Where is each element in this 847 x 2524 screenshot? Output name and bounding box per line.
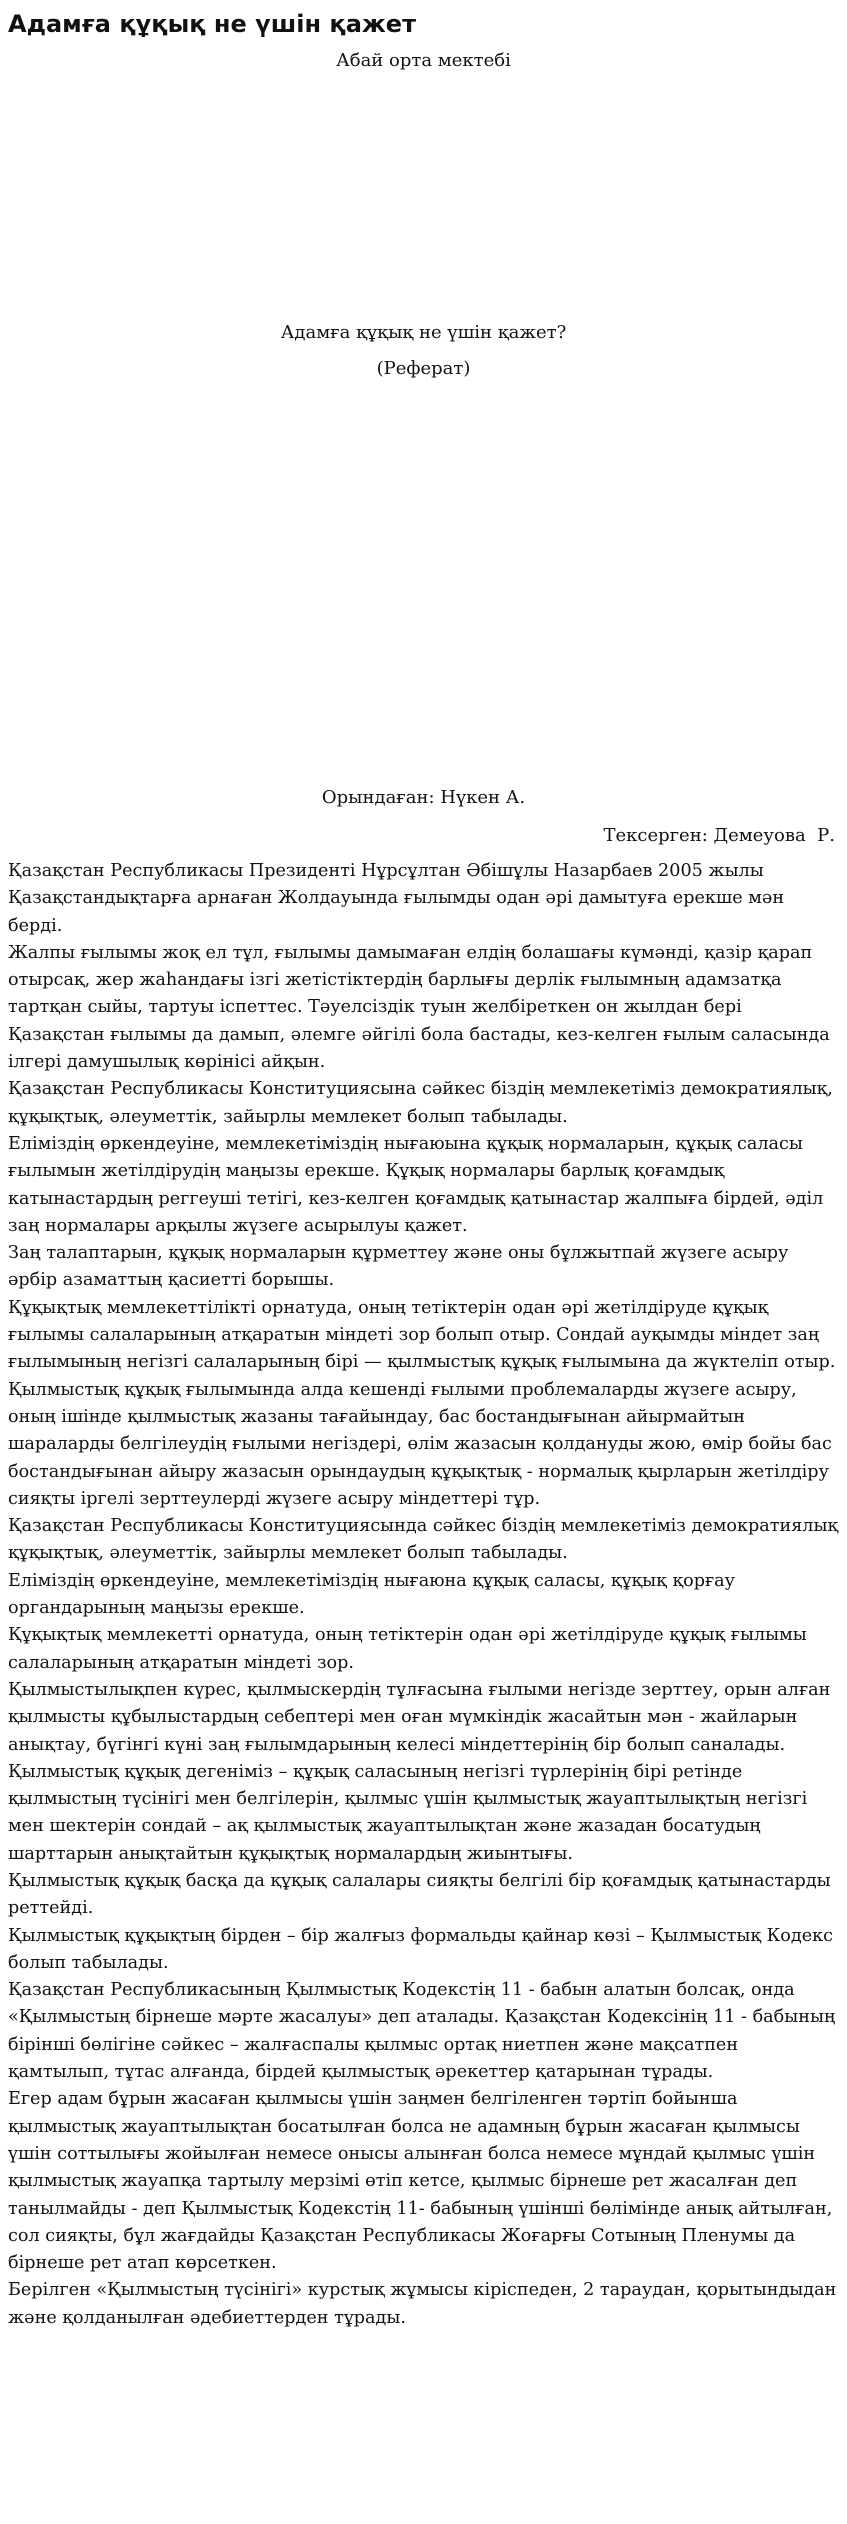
paragraph: Еліміздің өркендеуіне, мемлекетіміздің нығаюна құқық саласы, құқық қорғау органдарының маңызы ерекше. — [8, 1570, 736, 1619]
essay-title: Адамға құқық не үшін қажет? — [280, 322, 567, 343]
essay-genre: (Реферат) — [376, 358, 471, 379]
paragraph: Еліміздің өркендеуіне, мемлекетіміздің нығаюына құқық нормаларын, құқық саласы ғылымын жетілдірудің маңызы ерекше. Құқық нормалары барлық қоғамдық катынастардың реггеушi тетiгi, кез-келген қоғамдық қатынастар жалпыға бірдей, әділ заң нормалары арқылы жүзеге асырылуы қажет. — [8, 1133, 824, 1236]
paragraph: Берілген «Қылмыстың түсінігі» курстық жұмысы кіріспеден, 2 тараудан, қорытындыдан және қолданылған әдебиеттерден тұрады. — [8, 2280, 837, 2328]
paragraph: Қылмыстық құқық дегеніміз – құқық саласының негізгі түрлерінің бірі ретінде қылмыстың түсінігі мен белгілерін, қылмыс үшін қылмыстық жауаптылықтың негізгі мен шектерін сондай – ақ қылмыстық жауаптылықтан және жазадан босатудың шарттарын анықтайтын құқықтық нормалардың жиынтығы. — [8, 1761, 808, 1864]
school-name: Абай орта мектебі — [336, 50, 511, 71]
paragraph: Қазақстан Республикасының Қылмыстық Кодекстің 11 - бабын алатын болсақ, онда «Қылмыстың бірнеше мәрте жасалуы» деп аталады. Қазақстан Кодексінің 11 - бабының бірінші бөлігіне сәйкес – жалғаспалы қылмыс ортақ ниетпен және мақсатпен қамтылып, тұтас алғанда, бірдей қылмыстық әрекеттер қатарынан тұрады. — [8, 1980, 836, 2083]
paragraph: Заң талаптарын, құқық нормаларын құрметтеу және оны бұлжытпай жүзеге асыру әрбір азаматтың қасиетті борышы. — [8, 1243, 789, 1291]
paragraph: Қылмыстық құқық басқа да құқық салалары сияқты белгілі бір қоғамдық қатынастарды реттейді. — [8, 1870, 831, 1919]
paragraph: Қазақстан Республикасы Конституциясында сәйкес біздің мемлекетіміз демократиялық құқықтық, әлеуметтік, зайырлы мемлекет болып табылады. — [8, 1516, 839, 1564]
paragraph: Қазақстан Республикасы Президенті Нұрсұлтан Әбішұлы Назарбаев 2005 жылы Қазақстандықтарға арнаған Жолдауында ғылымды одан әрі дамытуға ерекше мән берді. — [8, 861, 785, 936]
body-text — [8, 858, 842, 2332]
paragraph: Жалпы ғылымы жоқ ел тұл, ғылымы дамымаған елдің болашағы күмәнді, қазір қарап отырсақ, жер жаһандағы ізгі жетістіктердің барлығы дерлік ғылымның адамзатқа тартқан сыйы, тартуы іспеттес. Тәуелсіздік туын желбіреткен он жылдан бері Қазақстан ғылымы да дамып, әлемге әйгілі бола бастады, кез-келген ғылым саласында ілгері дамушылық көрінісі айқын. — [8, 942, 830, 1073]
document-heading: Адамға құқық не үшін қажет — [8, 10, 416, 38]
reviewer-line: Тексерген: Демеуова Р. — [603, 825, 835, 846]
paragraph: Құқықтық мемлекетті орнатуда, оның тетіктерін одан әрі жетілдіруде құқық ғылымы салаларының атқаратын міндеті зор. — [8, 1625, 807, 1673]
paragraph: Қылмыстық құқықтың бірден – бір жалғыз формальды қайнар көзі – Қылмыстық Кодекс болып табылады. — [8, 1925, 833, 1973]
paragraph: Қазақстан Республикасы Конституциясына сәйкес біздің мемлекетіміз демократиялық, құқықтық, әлеуметтік, зайырлы мемлекет болып табылады. — [8, 1079, 833, 1127]
paragraph: Қылмыстылықпен күрес, қылмыскердің тұлғасына ғылыми негізде зерттеу, орын алған қылмысты құбылыстардың себептері мен оған мүмкіндік жасайтын мән - жайларын анықтау, бүгінгі күні заң ғылымдарының келесі міндеттерінің бір болып саналады. — [8, 1679, 831, 1755]
paragraph: Егер адам бұрын жасаған қылмысы үшін заңмен белгіленген тәртіп бойынша қылмыстық жауаптылықтан босатылған болса не адамның бұрын жасаған қылмысы үшін соттылығы жойылған немесе онысы алынған болса немесе мұндай қылмыс үшін қылмыстық жауапқа тартылу мерзімі өтіп кетсе, қылмыс бірнеше рет жасалған деп танылмайды - деп Қылмыстық Кодекстің 11- бабының үшінші бөлімінде анық айтылған, сол сияқты, бұл жағдайды Қазақстан Республикасы Жоғарғы Сотының Пленумы да бірнеше рет атап көрсеткен. — [8, 2089, 833, 2274]
performer-line: Орындаған: Нүкен А. — [321, 787, 526, 808]
paragraph: Құқықтық мемлекеттілікті орнатуда, оның тетіктерін одан әрі жетілдіруде құқық ғылымы салаларының атқаратын міндеті зор болып отыр. Сондай ауқымды міндет заң ғылымының негізгі салаларының бірі — қылмыстық құқық ғылымына да жүктеліп отыр. Қылмыстық құқық ғылымында алда кешенді ғылыми проблемаларды жүзеге асыру, оның ішінде қылмыстық жазаны тағайындау, бас бостандығынан айырмайтын шараларды белгілеудің ғылыми негіздері, өлім жазасын қолдануды жою, өмір бойы бас бостандығынан айыру жазасын орындаудың құқықтық - нормалық қырларын жетілдіру сияқты іргелі зерттеулерді жүзеге асыру міндеттері тұр. — [8, 1297, 836, 1509]
